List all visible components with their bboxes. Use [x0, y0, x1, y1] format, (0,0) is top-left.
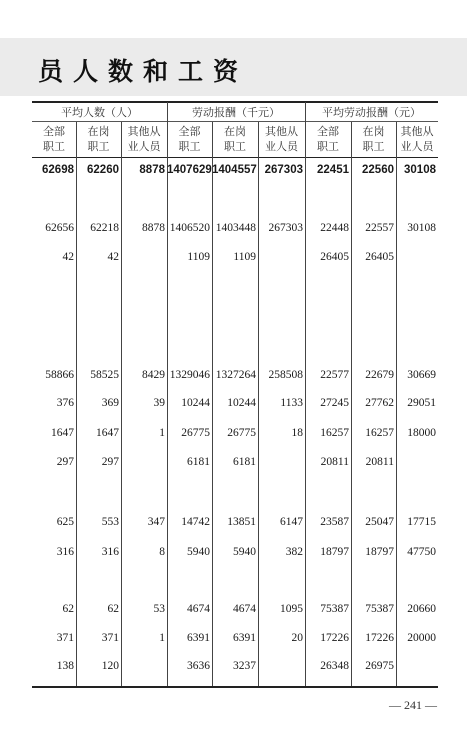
table-cell: 62	[62, 603, 74, 615]
table-cell: 5940	[233, 546, 256, 558]
group-header: 平均劳动报酬（元）	[322, 106, 421, 119]
table-cell: 553	[101, 516, 119, 528]
table-cell: 17226	[365, 632, 394, 644]
column-header: 在岗 职工	[87, 125, 110, 153]
table-cell: 258508	[268, 369, 303, 381]
table-cell: 376	[56, 397, 74, 409]
table-cell: 22448	[320, 222, 349, 234]
table-cell: 6147	[280, 516, 303, 528]
group-divider	[305, 102, 306, 686]
column-header: 其他从 业人员	[127, 125, 161, 153]
column-header: 在岗 职工	[224, 125, 246, 153]
group-header: 劳动报酬（千元）	[192, 106, 280, 119]
column-header: 全部 职工	[317, 125, 339, 153]
table-cell: 23587	[320, 516, 349, 528]
table-cell: 53	[153, 603, 165, 615]
table-cell: 4674	[187, 603, 210, 615]
table-cell: 347	[147, 516, 165, 528]
table-bottom-rule	[32, 686, 438, 688]
table-cell: 16257	[320, 427, 349, 439]
table-cell: 297	[101, 456, 119, 468]
table-cell: 5940	[187, 546, 210, 558]
table-cell: 18000	[407, 427, 436, 439]
column-header: 其他从 业人员	[400, 125, 434, 153]
table-cell: 27245	[320, 397, 349, 409]
table-cell: 1404557	[212, 164, 257, 176]
table-cell: 17226	[320, 632, 349, 644]
table-cell: 62	[107, 603, 119, 615]
table-cell: 8	[159, 546, 165, 558]
table-cell: 1	[159, 427, 165, 439]
table-cell: 62656	[45, 222, 74, 234]
table-cell: 267303	[264, 164, 303, 176]
table-cell: 120	[101, 660, 119, 672]
group-header: 平均人数（人）	[61, 106, 138, 119]
page-number: — 241 —	[389, 698, 437, 712]
table-cell: 18797	[320, 546, 349, 558]
table-cell: 316	[101, 546, 119, 558]
column-header: 全部 职工	[43, 125, 65, 153]
table-cell: 25047	[365, 516, 394, 528]
table-cell: 30669	[407, 369, 436, 381]
table-cell: 1406520	[169, 222, 210, 234]
table-cell: 369	[101, 397, 119, 409]
column-header: 其他从 业人员	[265, 125, 298, 153]
table-cell: 138	[56, 660, 74, 672]
table-cell: 22557	[365, 222, 394, 234]
table-top-rule	[32, 101, 438, 103]
table-cell: 39	[153, 397, 165, 409]
table-cell: 26405	[365, 251, 394, 263]
table-cell: 6181	[233, 456, 256, 468]
table-cell: 42	[107, 251, 119, 263]
table-cell: 16257	[365, 427, 394, 439]
table-cell: 20660	[407, 603, 436, 615]
page-title: 员人数和工资	[38, 57, 249, 86]
table-cell: 22451	[317, 164, 349, 176]
table-cell: 58866	[45, 369, 74, 381]
table-cell: 29051	[407, 397, 436, 409]
table-cell: 1095	[280, 603, 303, 615]
table-cell: 62260	[87, 164, 119, 176]
group-divider	[167, 102, 168, 686]
table-cell: 20	[291, 632, 303, 644]
table-cell: 1133	[280, 397, 303, 409]
table-cell: 4674	[233, 603, 256, 615]
table-cell: 316	[56, 546, 74, 558]
table-cell: 20811	[320, 456, 349, 468]
table-cell: 14742	[181, 516, 210, 528]
table-cell: 22560	[362, 164, 394, 176]
table-cell: 22679	[365, 369, 394, 381]
table-cell: 625	[56, 516, 74, 528]
table-cell: 297	[56, 456, 74, 468]
table-cell: 8878	[139, 164, 165, 176]
table-cell: 62218	[90, 222, 119, 234]
table-cell: 1329046	[169, 369, 210, 381]
table-cell: 75387	[365, 603, 394, 615]
table-cell: 3636	[187, 660, 210, 672]
table-cell: 47750	[407, 546, 436, 558]
table-cell: 75387	[320, 603, 349, 615]
table-cell: 6391	[233, 632, 256, 644]
table-cell: 1	[159, 632, 165, 644]
table-cell: 58525	[90, 369, 119, 381]
table-cell: 18	[291, 427, 303, 439]
table-cell: 30108	[404, 164, 436, 176]
table-cell: 26348	[320, 660, 349, 672]
table-cell: 62698	[42, 164, 74, 176]
table-cell: 6181	[187, 456, 210, 468]
table-cell: 1407629	[167, 164, 212, 176]
table-cell: 8878	[142, 222, 165, 234]
table-cell: 26775	[227, 427, 256, 439]
table-cell: 42	[62, 251, 74, 263]
table-cell: 1109	[233, 251, 256, 263]
table-cell: 27762	[365, 397, 394, 409]
table-cell: 8429	[142, 369, 165, 381]
table-cell: 26775	[181, 427, 210, 439]
table-cell: 371	[56, 632, 74, 644]
table-cell: 382	[285, 546, 303, 558]
table-cell: 18797	[365, 546, 394, 558]
table-cell: 1327264	[215, 369, 256, 381]
table-cell: 1647	[96, 427, 119, 439]
table-cell: 1647	[51, 427, 74, 439]
table-cell: 13851	[227, 516, 256, 528]
column-header: 在岗 职工	[362, 125, 385, 153]
table-cell: 1403448	[215, 222, 256, 234]
header-bottom-rule	[32, 157, 438, 158]
table-cell: 267303	[268, 222, 303, 234]
table-cell: 26975	[365, 660, 394, 672]
table-cell: 17715	[407, 516, 436, 528]
table-cell: 1109	[187, 251, 210, 263]
table-cell: 22577	[320, 369, 349, 381]
table-cell: 10244	[227, 397, 256, 409]
table-cell: 20000	[407, 632, 436, 644]
table-cell: 3237	[233, 660, 256, 672]
table-cell: 30108	[407, 222, 436, 234]
column-header: 全部 职工	[178, 125, 201, 153]
table-cell: 20811	[365, 456, 394, 468]
table-cell: 371	[101, 632, 119, 644]
table-cell: 6391	[187, 632, 210, 644]
table-cell: 26405	[320, 251, 349, 263]
table-cell: 10244	[181, 397, 210, 409]
